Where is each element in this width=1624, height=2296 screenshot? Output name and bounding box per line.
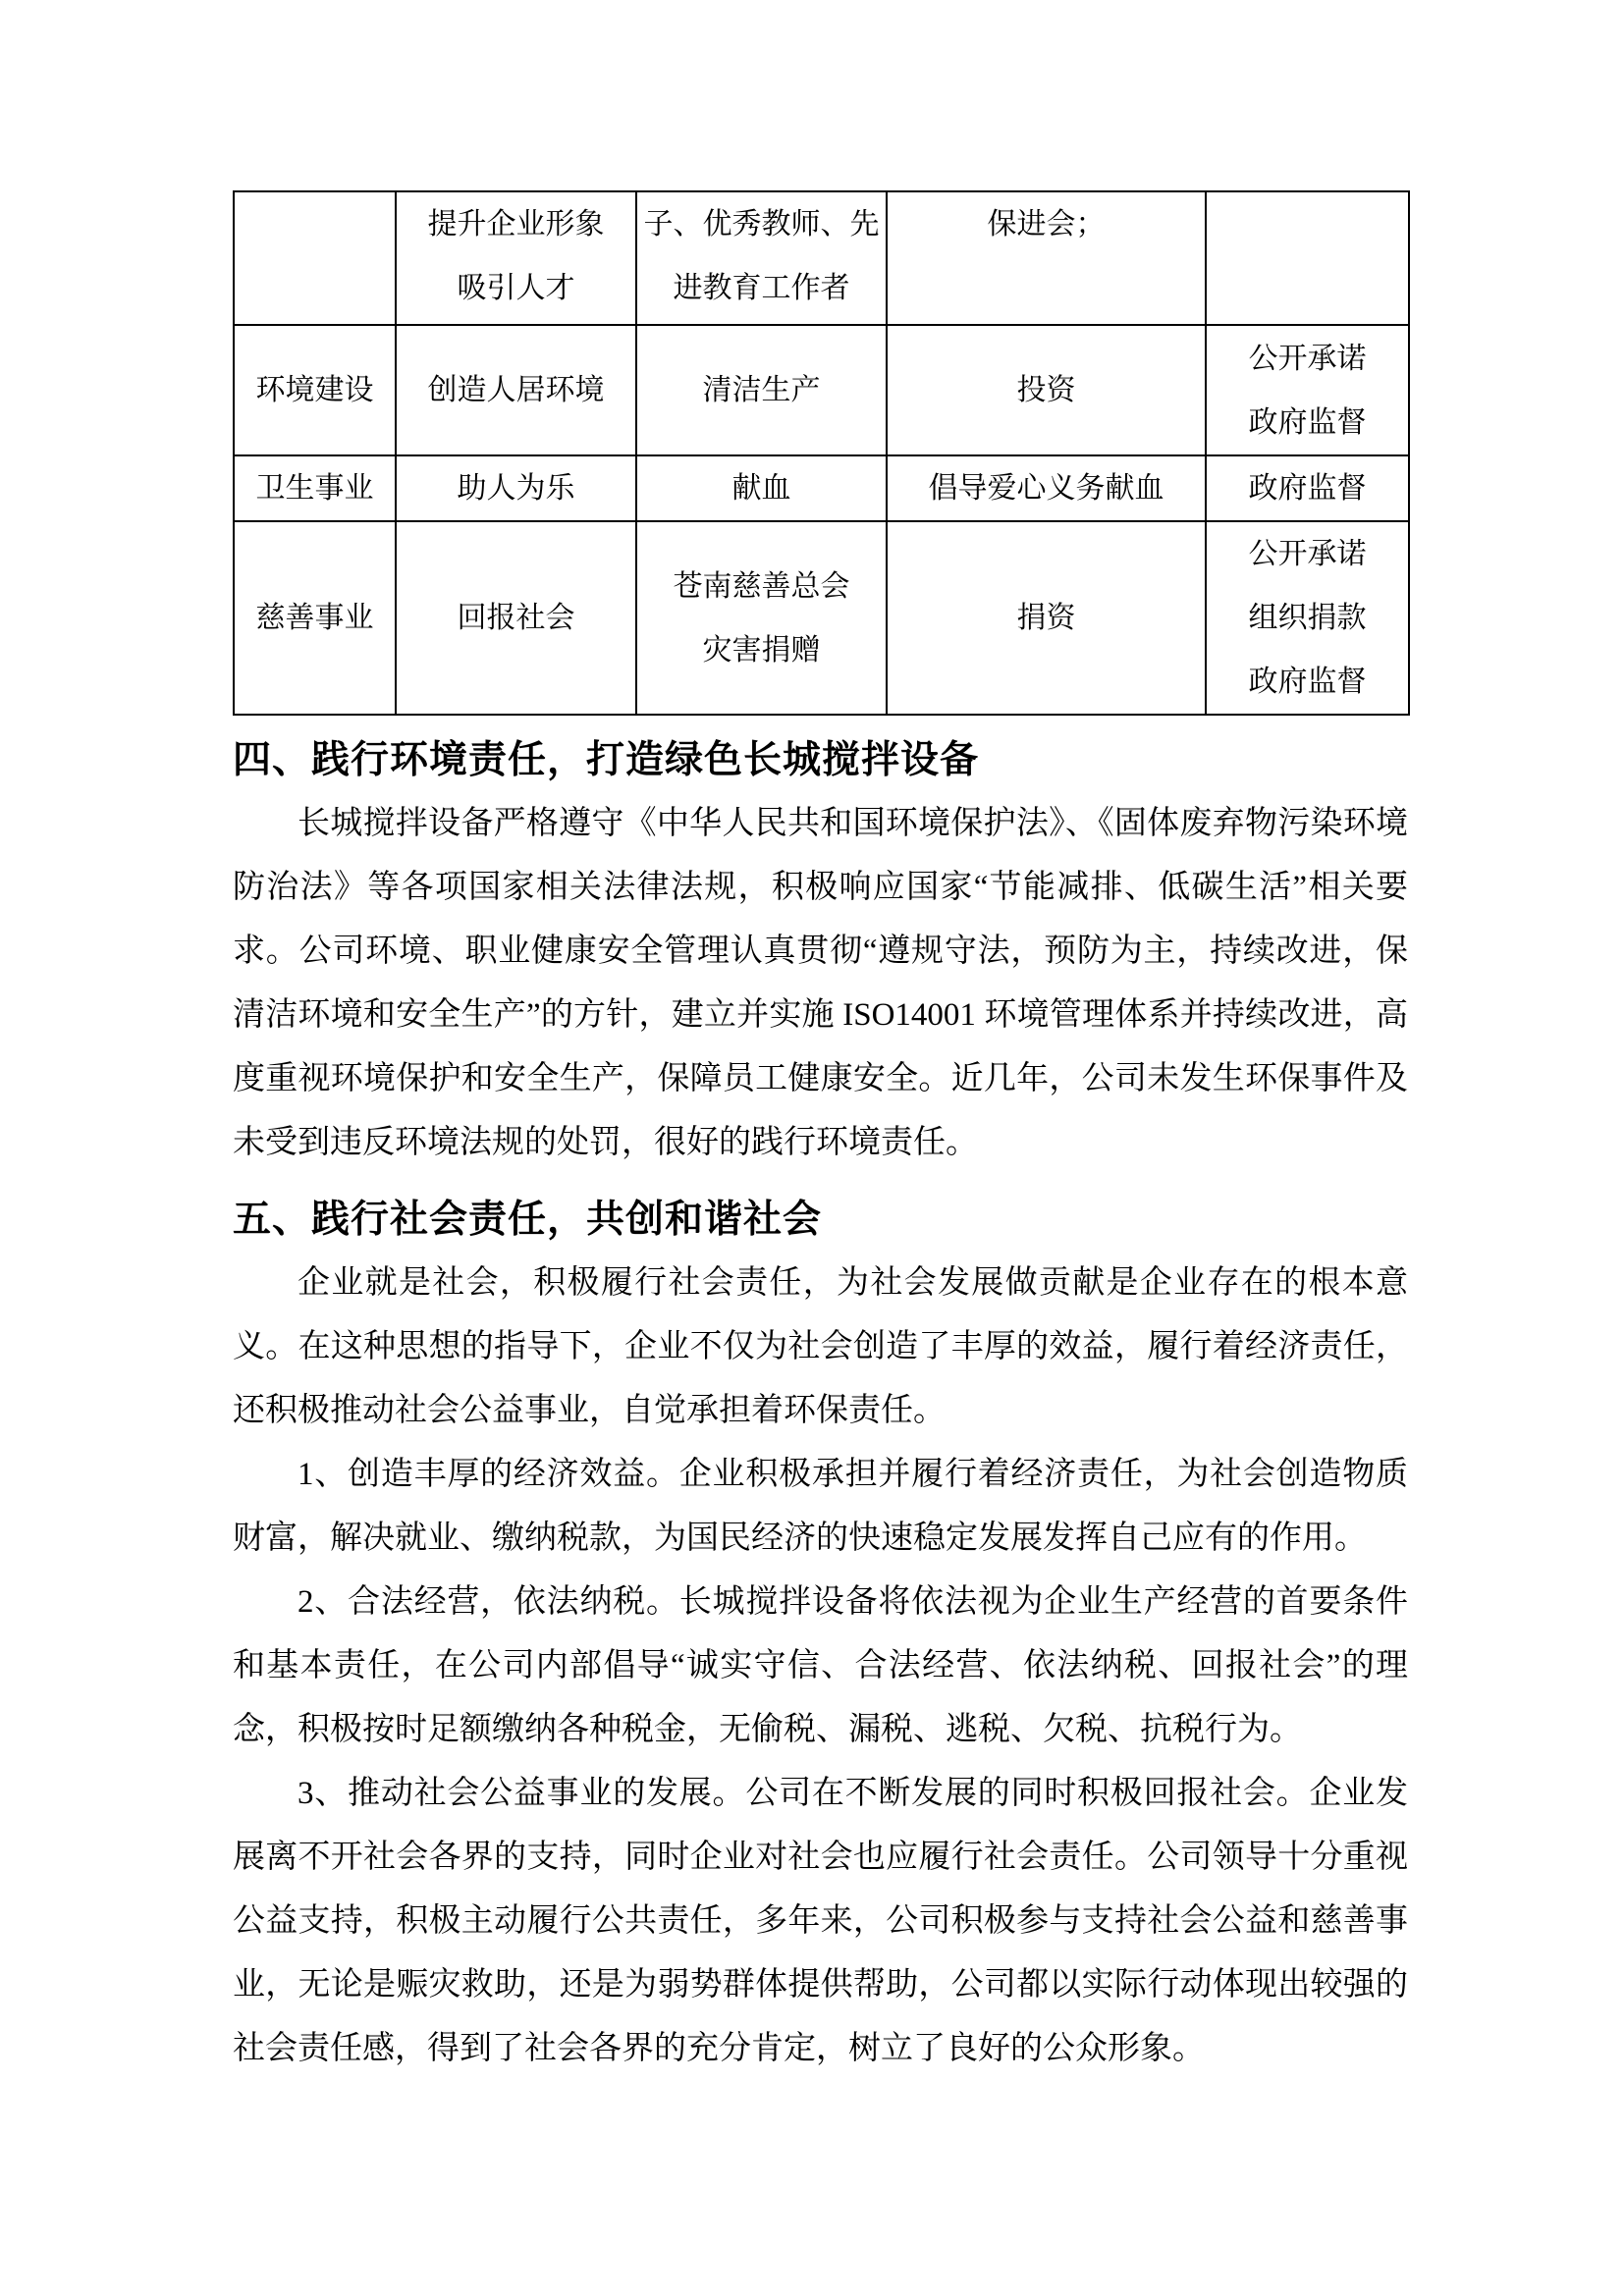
paragraph-social-item-3: 3、推动社会公益事业的发展。公司在不断发展的同时积极回报社会。企业发展离不开社会各界的支持，同时企业对社会也应履行社会责任。公司领导十分重视公益支持，积极主动履行公共责任，多年来，公司积极参与支持社会公益和慈善事业，无论是赈灾救助，还是为弱势群体提供帮助，公司都以实际行动体现出较强的社会责任感，得到了社会各界的充分肯定，树立了良好的公众形象。 <box>233 1776 1408 2066</box>
cell-line: 创造人居环境 <box>427 374 605 406</box>
cell-line: 公开承诺 <box>1248 342 1367 375</box>
table-row <box>234 191 1409 325</box>
table-cell <box>1206 325 1409 455</box>
cell-line: 组织捐款 <box>1248 602 1367 634</box>
document-page <box>233 190 1408 2081</box>
table-cell <box>1206 455 1409 521</box>
table-cell <box>887 521 1206 715</box>
table-cell <box>636 325 887 455</box>
table-cell <box>234 521 396 715</box>
section-heading-social: 五、践行社会责任，共创和谐社会 <box>233 1199 823 1241</box>
cell-line: 倡导爱心义务献血 <box>928 472 1164 505</box>
cell-line: 苍南慈善总会 <box>673 569 850 603</box>
table-cell <box>396 325 636 455</box>
cell-line: 投资 <box>1016 374 1076 406</box>
table-cell <box>396 455 636 521</box>
cell-line: 吸引人才 <box>457 272 575 304</box>
table-cell <box>396 191 636 325</box>
cell-line: 捐资 <box>1016 602 1076 634</box>
paragraph-environment-1: 长城搅拌设备严格遵守《中华人民共和国环境保护法》、《固体废弃物污染环境防治法》等各项国家相关法律法规，积极响应国家“节能减排、低碳生活”相关要求。公司环境、职业健康安全管理认真贯彻“遵规守法，预防为主，持续改进，保清洁环境和安全生产”的方针，建立并实施 ISO14001 环境管理体系并持续改进，高度重视环境保护和安全生产，保障员工健康安全。近几年，公司未发生环保事件及未受到违反环境法规的处罚，很好的践行环境责任。 <box>233 806 1408 1160</box>
cell-line: 慈善事业 <box>255 602 374 634</box>
cell-line: 助人为乐 <box>457 472 575 505</box>
table-cell <box>234 191 396 325</box>
csr-responsibility-table <box>233 190 1410 716</box>
paragraph-social-item-2: 2、合法经营，依法纳税。长城搅拌设备将依法视为企业生产经营的首要条件和基本责任，在公司内部倡导“诚实守信、合法经营、依法纳税、回报社会”的理念，积极按时足额缴纳各种税金，无偷税、漏税、逃税、欠税、抗税行为。 <box>233 1584 1408 1747</box>
table-cell <box>1206 191 1409 325</box>
cell-line: 清洁生产 <box>702 374 821 406</box>
cell-line: 环境建设 <box>255 374 374 406</box>
cell-line: 政府监督 <box>1248 405 1367 439</box>
table-cell <box>1206 521 1409 715</box>
table-row <box>234 325 1409 455</box>
table-cell <box>887 455 1206 521</box>
table-cell <box>636 455 887 521</box>
cell-line: 子、优秀教师、先 <box>643 208 880 240</box>
table-cell <box>887 325 1206 455</box>
table-cell <box>234 325 396 455</box>
table-cell <box>887 191 1206 325</box>
table-row <box>234 521 1409 715</box>
cell-line: 献血 <box>731 472 791 505</box>
table-cell <box>636 521 887 715</box>
table-row <box>234 455 1409 521</box>
cell-line: 进教育工作者 <box>673 272 850 304</box>
cell-line: 政府监督 <box>1248 666 1367 698</box>
cell-line: 政府监督 <box>1248 472 1367 505</box>
cell-line: 回报社会 <box>457 602 575 634</box>
cell-line: 灾害捐赠 <box>702 633 821 667</box>
cell-line: 公开承诺 <box>1248 538 1367 570</box>
paragraph-social-intro: 企业就是社会，积极履行社会责任，为社会发展做贡献是企业存在的根本意义。在这种思想的指导下，企业不仅为社会创造了丰厚的效益，履行着经济责任，还积极推动社会公益事业，自觉承担着环保责任。 <box>233 1265 1408 1428</box>
paragraph-social-item-1: 1、创造丰厚的经济效益。企业积极承担并履行着经济责任，为社会创造物质财富，解决就业、缴纳税款，为国民经济的快速稳定发展发挥自己应有的作用。 <box>233 1457 1408 1556</box>
section-heading-environment: 四、践行环境责任，打造绿色长城搅拌设备 <box>233 739 980 781</box>
cell-line: 提升企业形象 <box>427 208 605 240</box>
cell-line: 保进会； <box>987 208 1106 240</box>
table-cell <box>396 521 636 715</box>
cell-line: 卫生事业 <box>255 472 374 505</box>
table-cell <box>234 455 396 521</box>
table-cell <box>636 191 887 325</box>
